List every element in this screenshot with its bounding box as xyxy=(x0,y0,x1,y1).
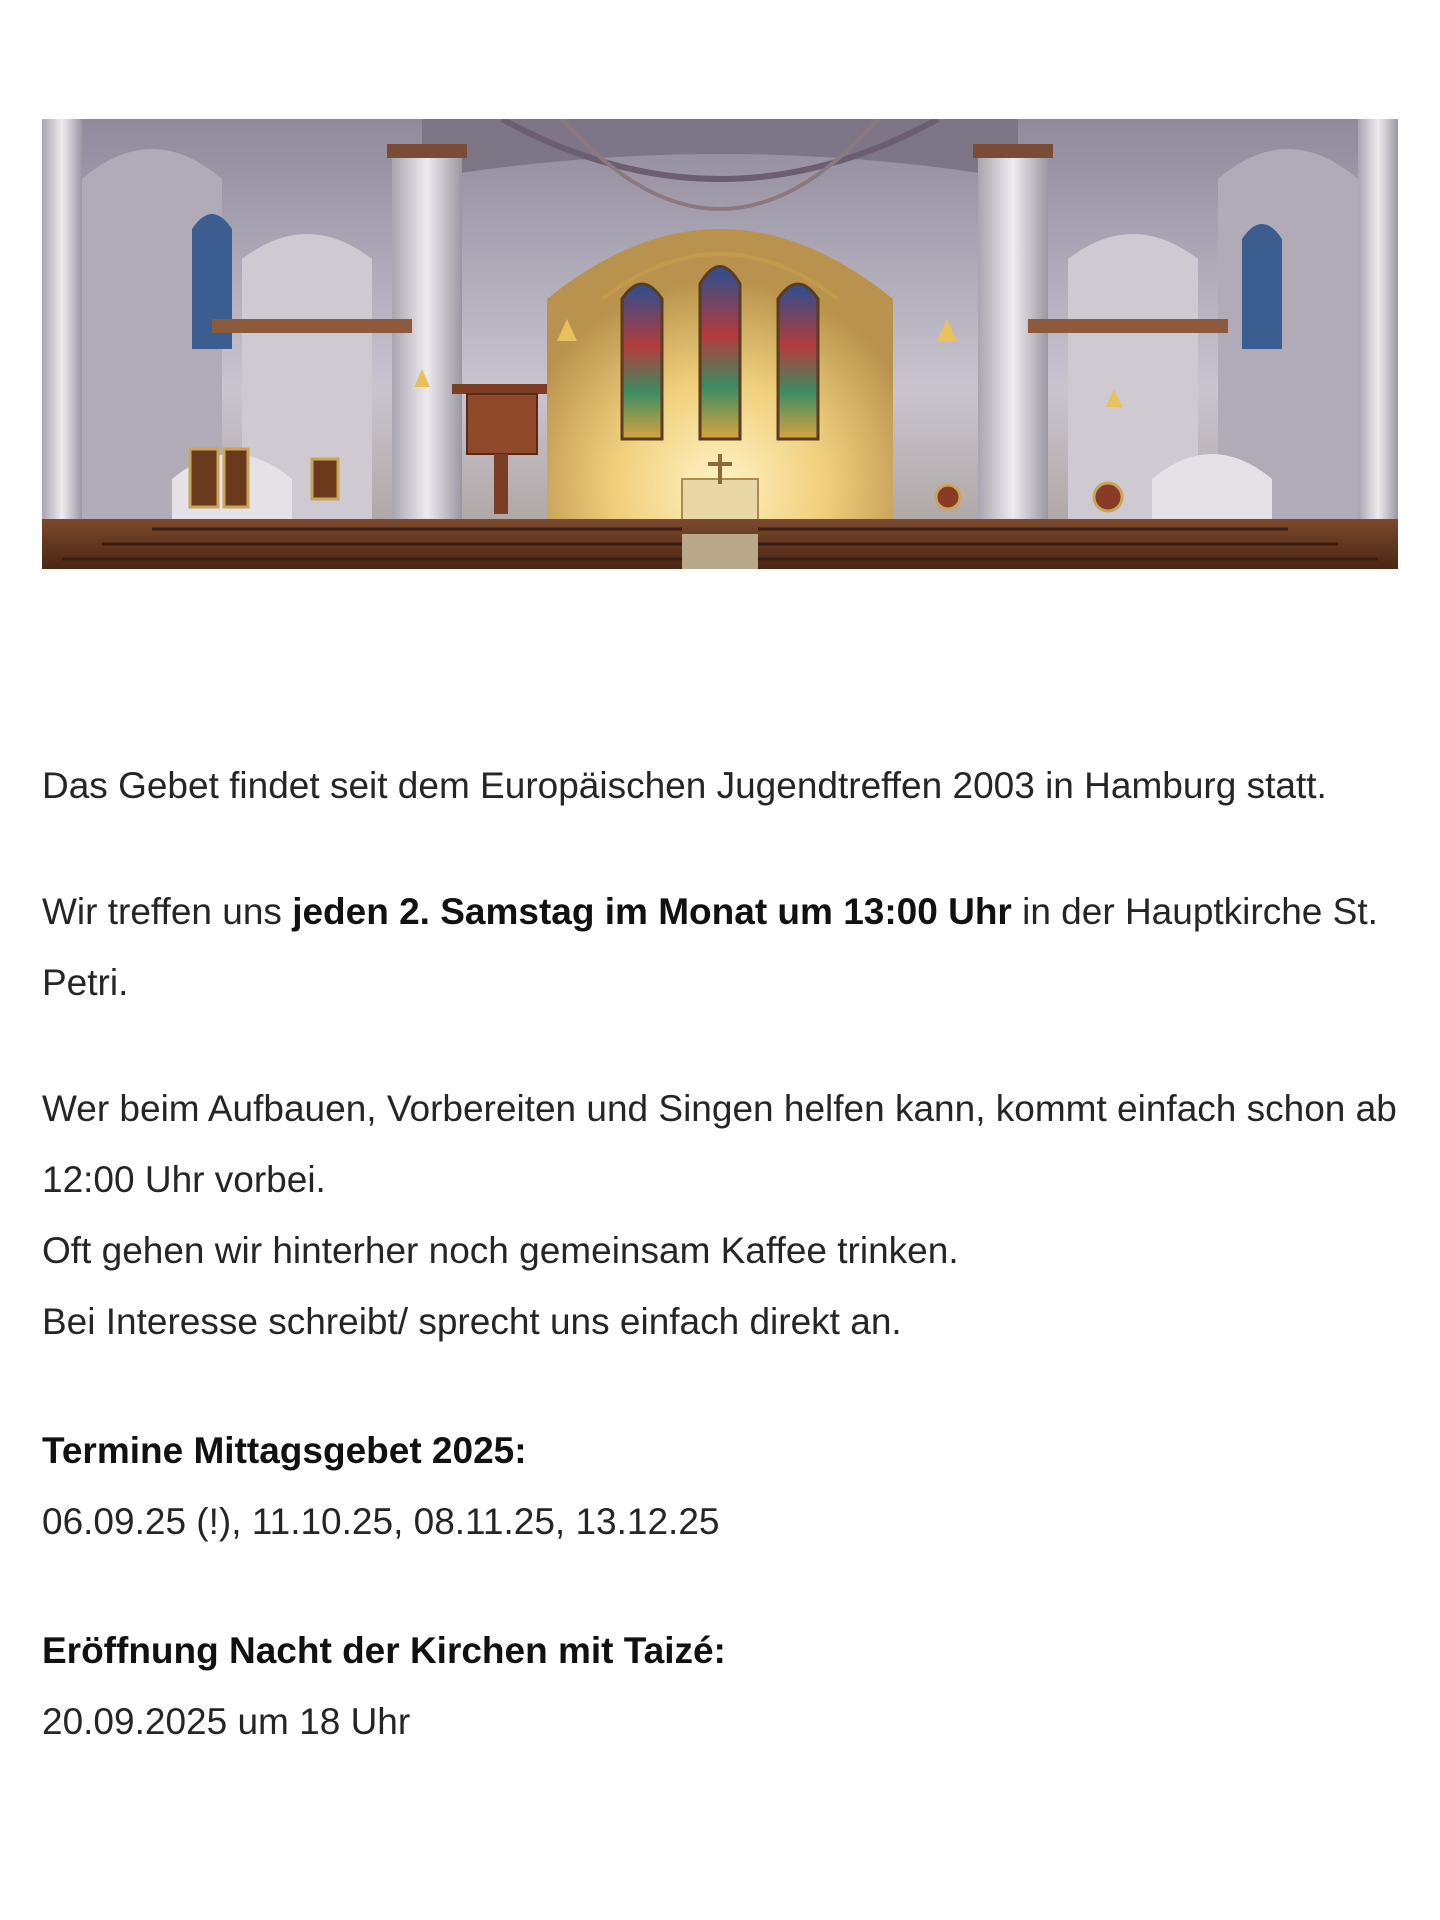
meeting-text-before: Wir treffen uns xyxy=(42,891,293,932)
coffee-line: Oft gehen wir hinterher noch gemeinsam Kaffee trinken. xyxy=(42,1230,959,1271)
contact-line: Bei Interesse schreibt/ sprecht uns einfach direkt an. xyxy=(42,1301,902,1342)
meeting-paragraph xyxy=(42,876,1398,1018)
church-interior-image xyxy=(42,119,1398,569)
helpers-paragraph: Wer beim Aufbauen, Vorbereiten und Singen helfen kann, kommt einfach schon ab 12:00 Uhr vorbei. xyxy=(42,1088,1397,1200)
termine-heading: Termine Mittagsgebet 2025: xyxy=(42,1430,527,1471)
termine-dates: 06.09.25 (!), 11.10.25, 08.11.25, 13.12.25 xyxy=(42,1501,720,1542)
meeting-schedule: jeden 2. Samstag im Monat um 13:00 Uhr xyxy=(292,891,1012,932)
church-interior-illustration xyxy=(42,119,1398,569)
nacht-heading: Eröffnung Nacht der Kirchen mit Taizé: xyxy=(42,1630,726,1671)
stained-glass-windows xyxy=(622,267,818,440)
main-content xyxy=(42,750,1398,1757)
meeting-text-after: in der Hauptkirche St. Petri. xyxy=(42,891,1378,1003)
nacht-date: 20.09.2025 um 18 Uhr xyxy=(42,1701,411,1742)
intro-paragraph: Das Gebet findet seit dem Europäischen Jugendtreffen 2003 in Hamburg statt. xyxy=(42,765,1327,806)
